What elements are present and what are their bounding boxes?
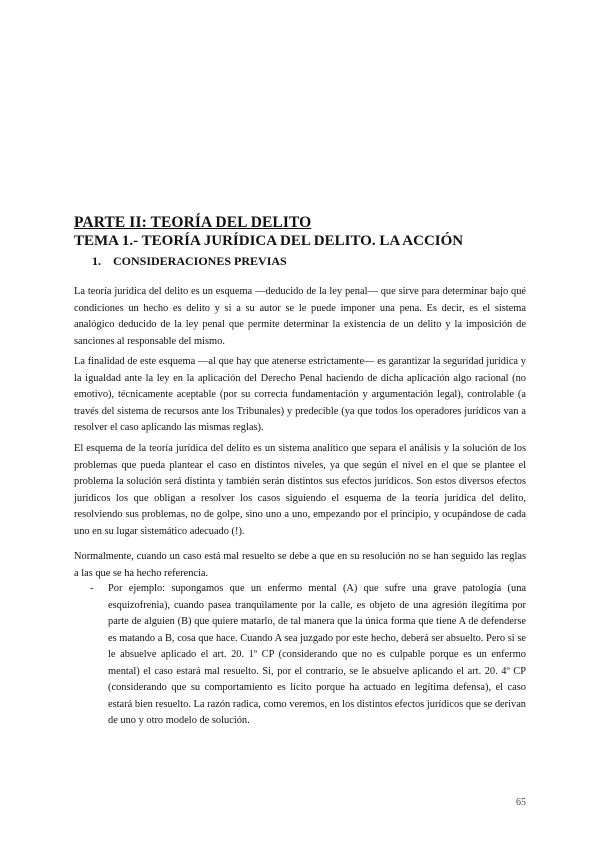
paragraph-1: La teoría jurídica del delito es un esquema —deducido de la ley penal— que sirve para determinar bajo qué condiciones un hecho es delito y si a su autor se le puede imponer una pena. Es decir, es el sistema analógico deducido de la ley penal que permite determinar la existencia de un delito y la imposición de sanciones al responsable del mismo. bbox=[74, 286, 526, 347]
tema-title: TEMA 1.- TEORÍA JURÍDICA DEL DELITO. LA ACCIÓN bbox=[74, 233, 464, 249]
section-title: CONSIDERACIONES PREVIAS bbox=[113, 254, 287, 268]
paragraph-2: La finalidad de este esquema —al que hay que atenerse estrictamente— es garantizar la seguridad jurídica y la igualdad ante la ley en la aplicación del Derecho Penal haciendo de dicha aplicación algo racional (no emotivo), técnicamente aceptable (por su correcta fundamentación y argumentación legal), controlable (a través del sistema de recursos ante los Tribunales) y predecible (ya que todos los operadores jurídicos van a resolver el caso aplicando las mismas reglas). bbox=[74, 356, 526, 433]
bullet-item-example bbox=[90, 581, 526, 730]
paragraph-3: El esquema de la teoría jurídica del delito es un sistema analítico que separa el análisis y la solución de los problemas que pueda plantear el caso en distintos niveles, ya que según el nivel en el que se plantee el problema la solución será distinta y también serán distintos sus efectos jurídicos. Son estos diversos efectos jurídicos los que obligan a resolver los casos siguiendo el esquema de la teoría jurídica del delito, resolviendo sus problemas, no de golpe, sino uno a uno, empezando por el principio, y ocupándose de cada uno en su lugar sistemático adecuado (!). bbox=[74, 443, 526, 537]
section-number: 1. bbox=[92, 254, 101, 268]
bullet-text: Por ejemplo: supongamos que un enfermo mental (A) que sufre una grave patología (una esquizofrenia), cuando pasea tranquilamente por la calle, es objeto de una agresión ilegítima por parte de alguien (B) que quiere matarlo, de tal manera que la única forma que tiene A de defenderse es matando a B, cosa que hace. Cuando A sea juzgado por este hecho, deberá ser absuelto. Pero si se le absuelve aplicado el art. 20. 1º CP (considerando que no es culpable porque es un enfermo mental) el caso estará mal resuelto. Si, por el contrario, se le absuelve aplicando el art. 20. 4º CP (considerando que su comportamiento es lícito porque ha actuado en legítima defensa), el caso estará bien resuelto. La razón radica, como veremos, en los distintos efectos jurídicos que se derivan de uno y otro modelo de solución. bbox=[108, 583, 526, 726]
bullet-dash: - bbox=[90, 583, 94, 594]
page-number: 65 bbox=[516, 797, 526, 808]
paragraph-4: Normalmente, cuando un caso está mal resuelto se debe a que en su resolución no se han seguido las reglas a las que se ha hecho referencia. bbox=[74, 551, 526, 579]
part-title: PARTE II: TEORÍA DEL DELITO bbox=[74, 214, 312, 231]
section-heading bbox=[92, 254, 287, 269]
